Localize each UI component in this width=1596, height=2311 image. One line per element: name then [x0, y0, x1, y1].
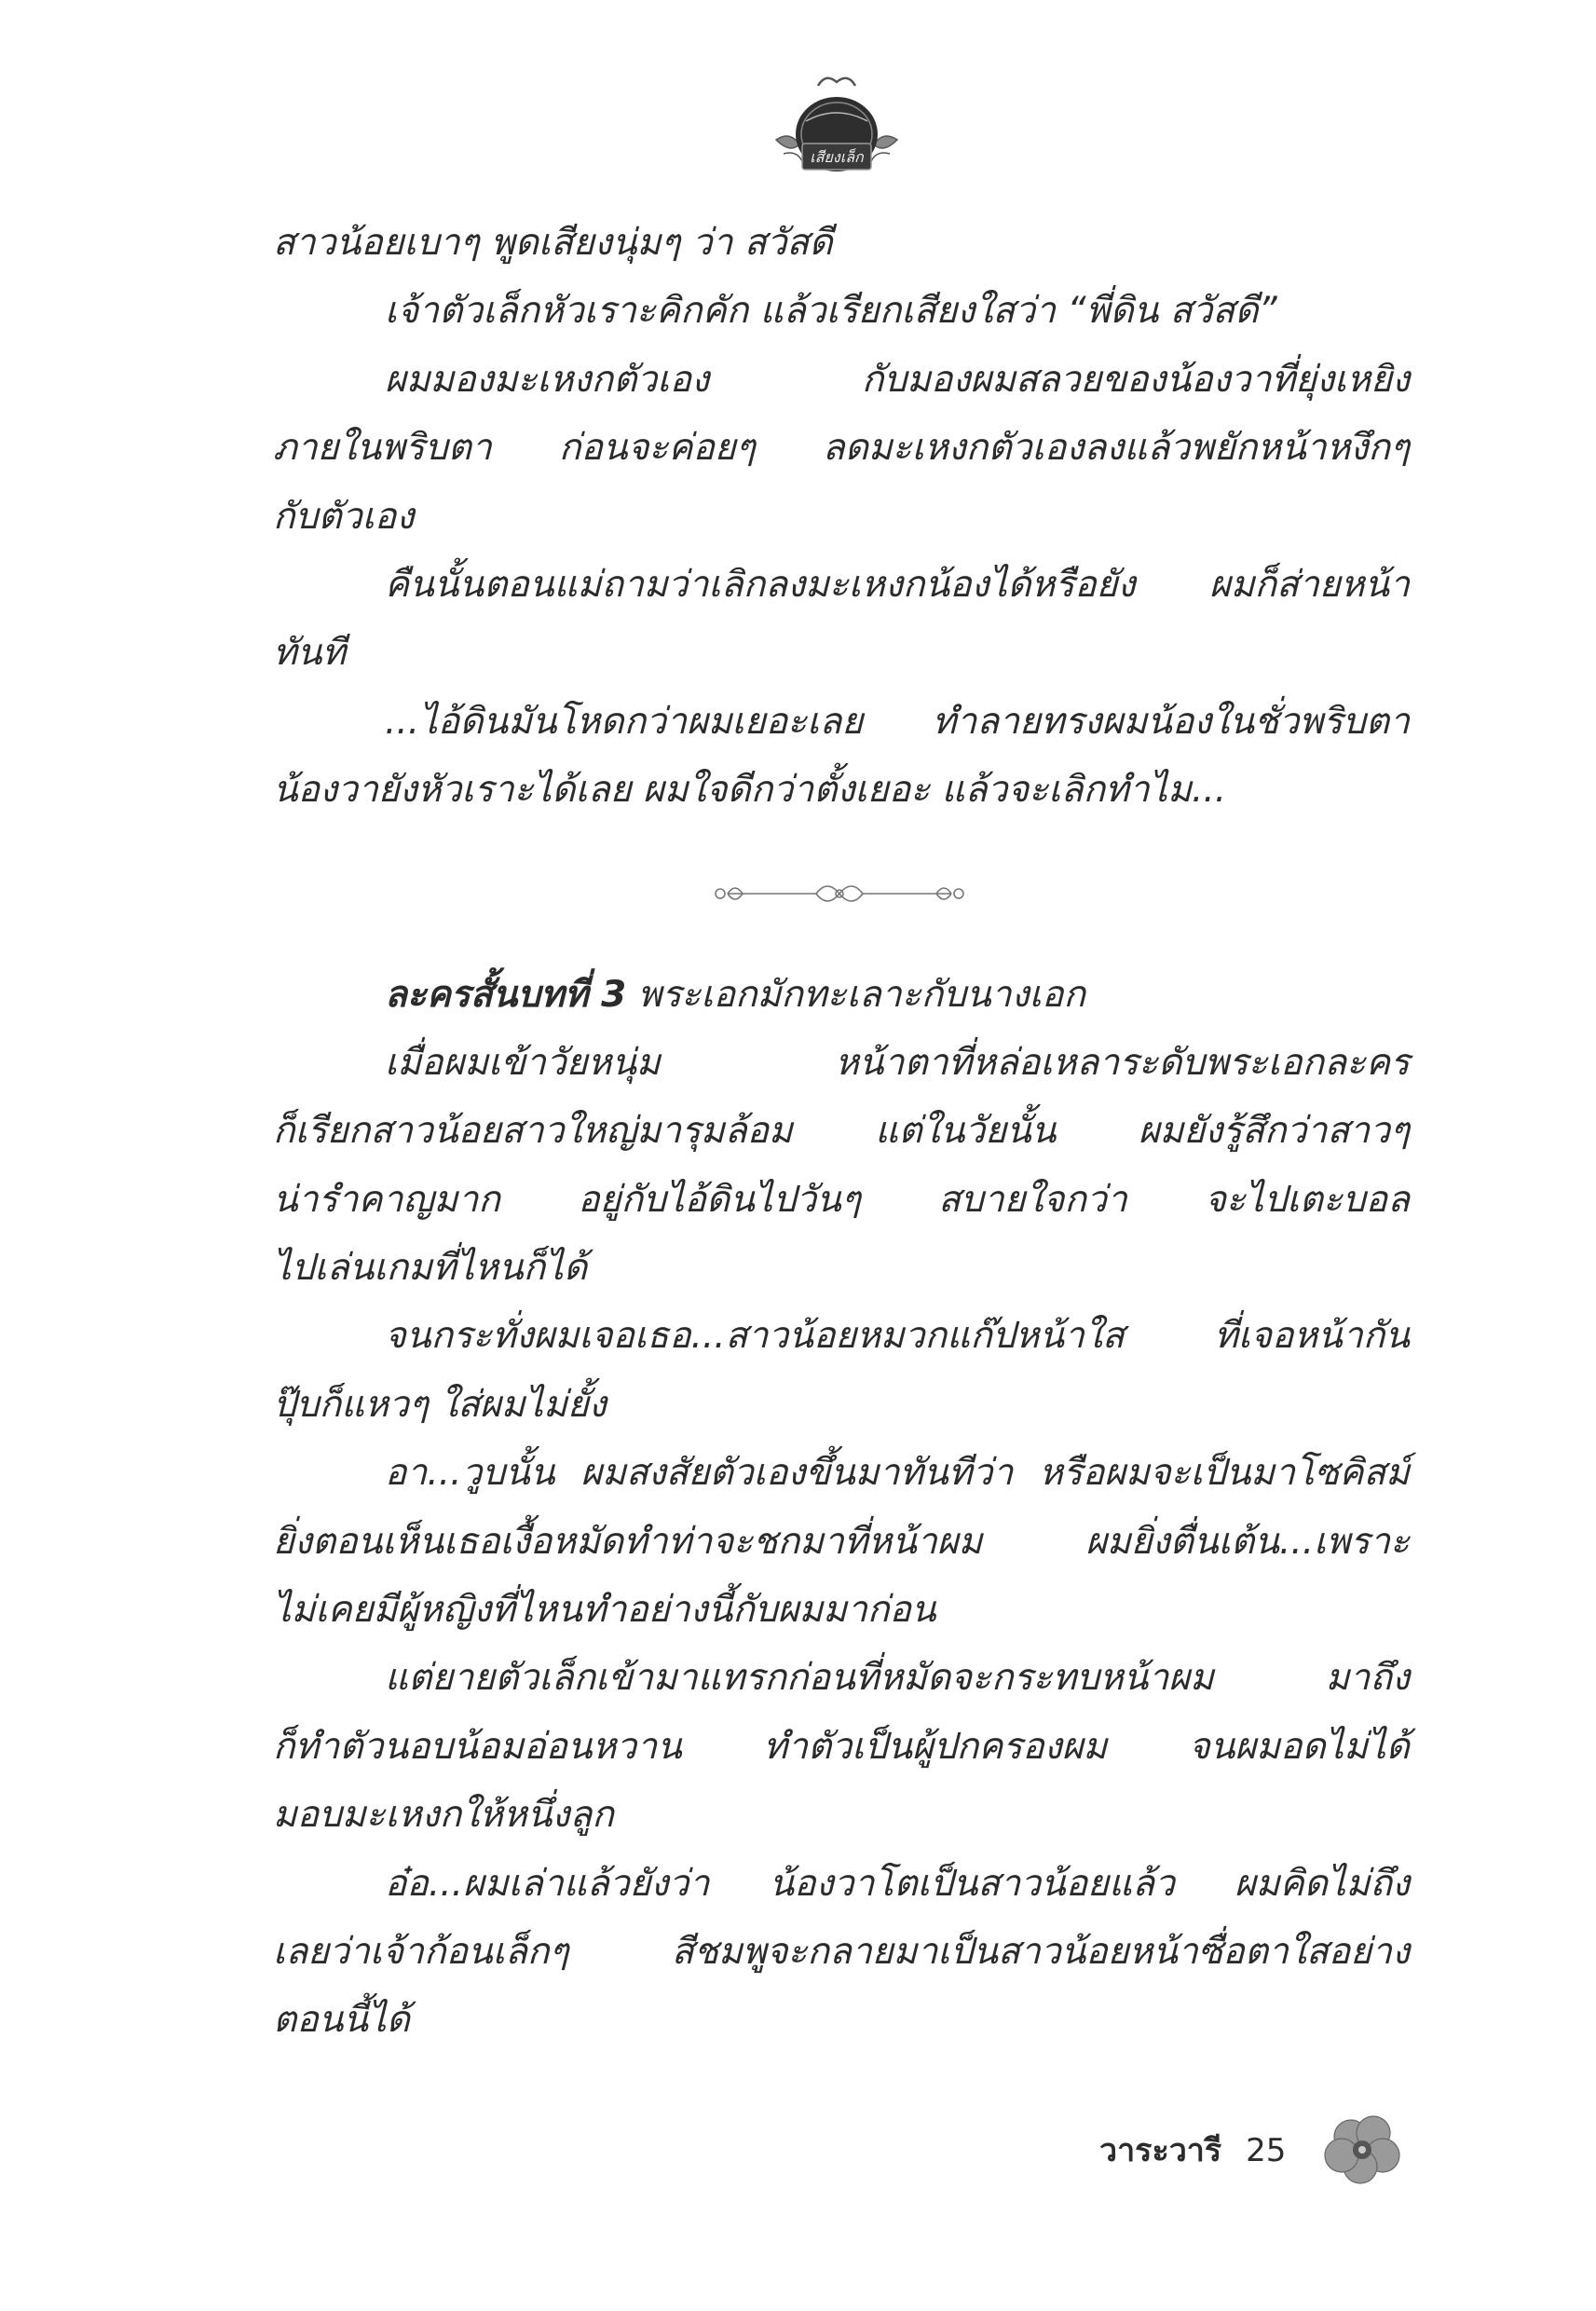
text-line: คืนนั้นตอนแม่ถามว่าเลิกลงมะเหงกน้องได้หรือยัง ผมก็ส่ายหน้า [385, 563, 1410, 606]
text-line: ก็เรียกสาวน้อยสาวใหญ่มารุมล้อม แต่ในวัยนั้น ผมยังรู้สึกว่าสาวๆ [273, 1110, 1410, 1153]
text-line: น้องวายังหัวเราะได้เลย ผมใจดีกว่าตั้งเยอะ แล้วจะเลิกทำไม... [273, 769, 1227, 812]
text-line: เจ้าตัวเล็กหัวเราะคิกคัก แล้วเรียกเสียงใสว่า “พี่ดิน สวัสดี” [385, 290, 1277, 333]
text-line: ภายในพริบตา ก่อนจะค่อยๆ ลดมะเหงกตัวเองลงแล้วพยักหน้าหงึกๆ [273, 427, 1410, 470]
heading-bold: ละครสั้นบทที่ 3 [385, 973, 627, 1016]
footer-book-title: วาระวารี [1099, 2132, 1222, 2169]
text-line: อ๋อ...ผมเล่าแล้วยังว่า น้องวาโตเป็นสาวน้อยแล้ว ผมคิดไม่ถึง [385, 1862, 1410, 1905]
flourish-divider-icon [709, 866, 970, 922]
text-line: น่ารำคาญมาก อยู่กับไอ้ดินไปวันๆ สบายใจกว่า จะไปเตะบอล [273, 1178, 1410, 1221]
text-line: ...ไอ้ดินมันโหดกว่าผมเยอะเลย ทำลายทรงผมน้องในชั่วพริบตา [385, 700, 1410, 743]
text-line: สาวน้อยเบาๆ พูดเสียงนุ่มๆ ว่า สวัสดี [273, 222, 833, 264]
text-line: ตอนนี้ได้ [273, 1999, 411, 2042]
text-line: จนกระทั่งผมเจอเธอ...สาวน้อยหมวกแก๊ปหน้าใส ที่เจอหน้ากัน [385, 1315, 1410, 1358]
text-line: ยิ่งตอนเห็นเธอเงื้อหมัดทำท่าจะชกมาที่หน้าผม ผมยิ่งตื่นเต้น...เพราะ [273, 1520, 1410, 1563]
text-line: ปุ๊บก็แหวๆ ใส่ผมไม่ยั้ง [273, 1383, 607, 1426]
text-line: มอบมะเหงกให้หนึ่งลูก [273, 1794, 614, 1837]
publisher-emblem [767, 65, 907, 186]
text-line: อา...วูบนั้น ผมสงสัยตัวเองขึ้นมาทันทีว่า หรือผมจะเป็นมาโซคิสม์ [385, 1452, 1410, 1495]
text-line: เลยว่าเจ้าก้อนเล็กๆ สีชมพูจะกลายมาเป็นสาวน้อยหน้าซื่อตาใสอย่าง [273, 1930, 1410, 1973]
text-line: กับตัวเอง [273, 495, 415, 538]
flower-icon [1314, 2101, 1416, 2195]
footer-flower-ornament [1314, 2101, 1416, 2195]
paragraph-block-2 [273, 1029, 1410, 2055]
scene-divider [273, 825, 1410, 961]
heading-rest: พระเอกมักทะเลาะกับนางเอก [626, 973, 1085, 1016]
text-line: ไปเล่นเกมที่ไหนก็ได้ [273, 1247, 588, 1290]
text-line: เมื่อผมเข้าวัยหนุ่ม หน้าตาที่หล่อเหลาระดับพระเอกละคร [385, 1041, 1410, 1084]
text-line: ผมมองมะเหงกตัวเอง กับมองผมสลวยของน้องวาที่ยุ่งเหยิง [385, 358, 1410, 401]
page-number: 25 [1246, 2132, 1287, 2169]
body-text [273, 209, 1410, 2055]
text-line: ก็ทำตัวนอบน้อมอ่อนหวาน ทำตัวเป็นผู้ปกครองผม จนผมอดไม่ได้ [273, 1725, 1410, 1768]
paragraph-block-1 [273, 209, 1410, 825]
section-heading [273, 961, 1410, 1029]
emblem-ornament-icon [767, 65, 907, 186]
text-line: แต่ยายตัวเล็กเข้ามาแทรกก่อนที่หมัดจะกระทบหน้าผม มาถึง [385, 1657, 1410, 1700]
emblem-text: เสียงเล็ก [810, 148, 864, 166]
page-footer [1099, 2125, 1286, 2181]
text-line: ไม่เคยมีผู้หญิงที่ไหนทำอย่างนี้กับผมมาก่อน [273, 1589, 936, 1632]
text-line: ทันที [273, 632, 347, 675]
